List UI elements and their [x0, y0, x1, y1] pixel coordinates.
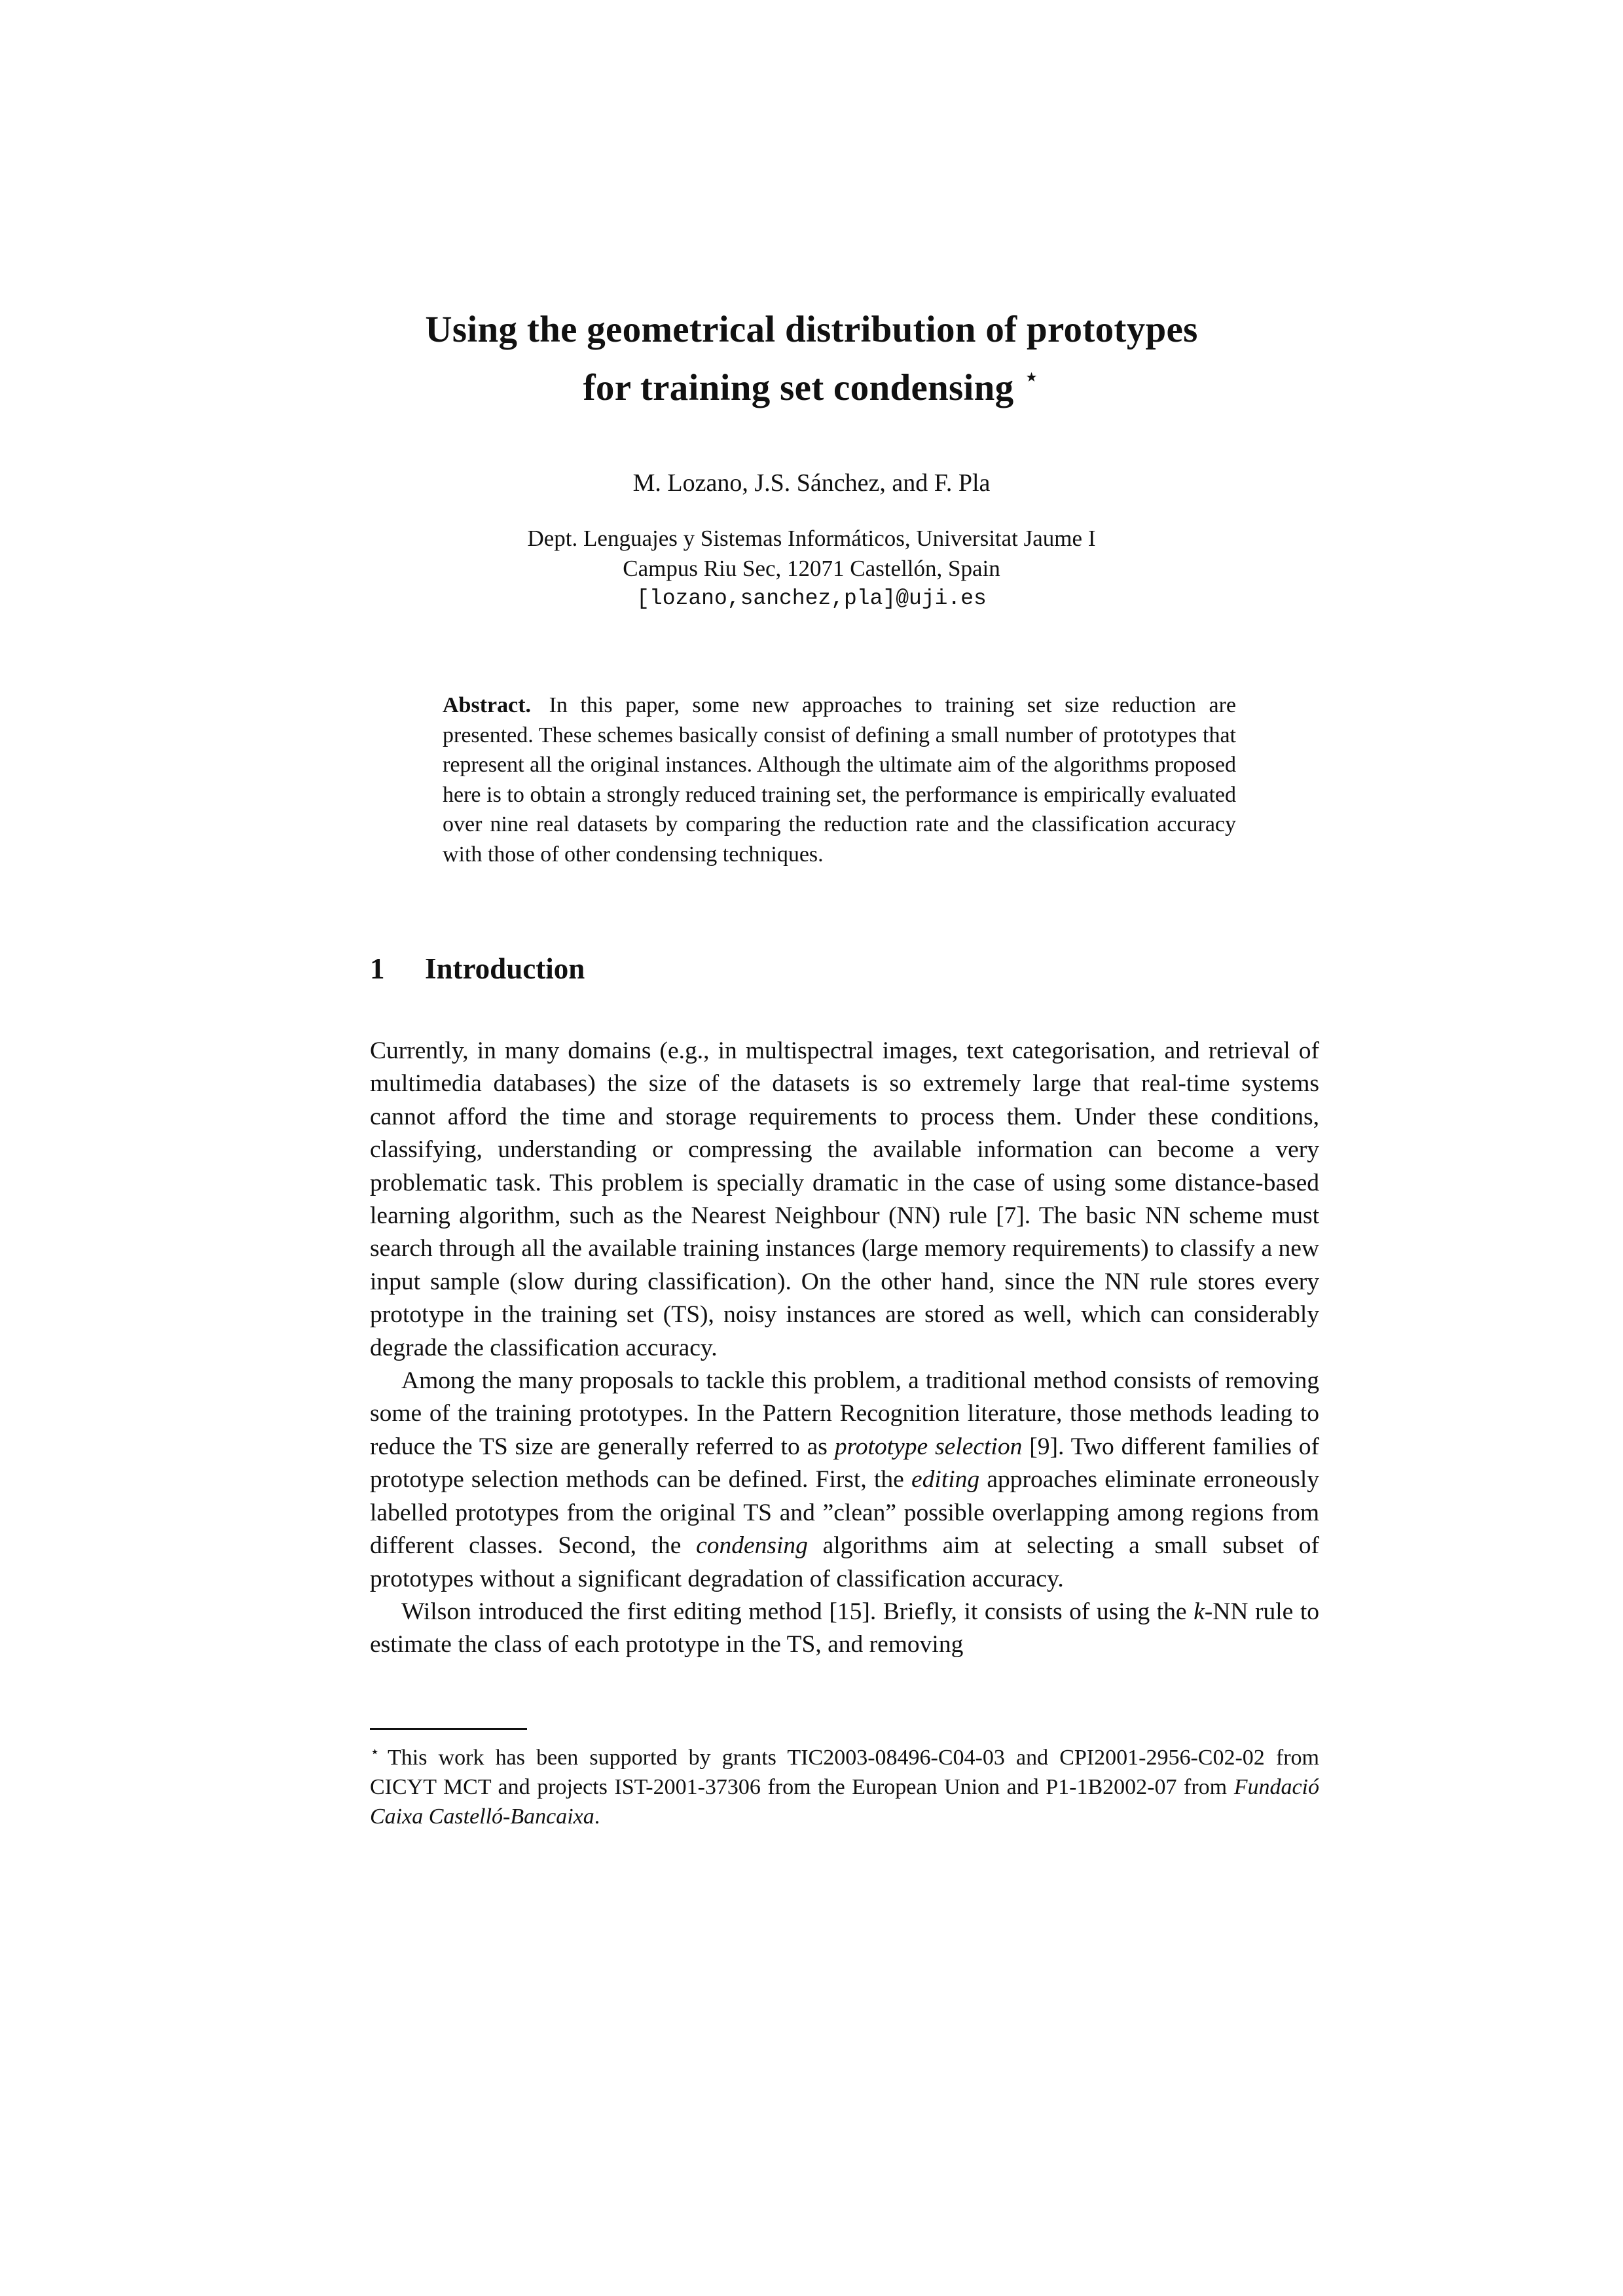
- paragraph-3-text-a: Wilson introduced the first editing method [15]. Briefly, it consists of using the: [401, 1598, 1194, 1625]
- paragraph-2-text-c: approaches eliminate erroneously labelled prototypes from the original TS and ”clean” possible overlapping among regions from different classes. Second, the: [370, 1466, 1320, 1560]
- paragraph-2-text-b: [9]. Two different families of prototype selection methods can be defined. First, the: [370, 1433, 1319, 1494]
- footnote-marker: ⋆: [370, 1744, 380, 1761]
- term-condensing: condensing: [696, 1532, 808, 1560]
- author-email[interactable]: [lozano,sanchez,pla]@uji.es: [636, 586, 987, 611]
- introduction-body: [370, 1035, 1319, 1662]
- term-editing: editing: [911, 1466, 980, 1494]
- title-footnote-marker[interactable]: ⋆: [1023, 362, 1040, 391]
- title-line-1: Using the geometrical distribution of prototypes: [425, 309, 1198, 350]
- author-list: M. Lozano, J.S. Sánchez, and F. Pla: [632, 469, 991, 497]
- paragraph-3-text-b: -NN rule to estimate the class of each prototype in the TS, and removing: [370, 1598, 1320, 1659]
- footnote-divider: [370, 1728, 527, 1730]
- term-prototype-selection: prototype selection: [834, 1433, 1023, 1460]
- footnote: [370, 1738, 1319, 1831]
- affiliation-department: Dept. Lenguajes y Sistemas Informáticos, Universitat Jaume I: [527, 526, 1096, 551]
- paper-title: [0, 306, 1623, 412]
- paragraph-1: Currently, in many domains (e.g., in multispectral images, text categorisation, and retrieval of multimedia databases) the size of the datasets is so extremely large that real-time systems cannot afford the time and storage requirements to process them. Under these conditions, classifying, understanding or compressing the available information can become a very problematic task. This problem is specially dramatic in the case of using some distance-based learning algorithm, such as the Nearest Neighbour (NN) rule [7]. The basic NN scheme must search through all the available training instances (large memory requirements) to classify a new input sample (slow during classification). On the other hand, since the NN rule stores every prototype in the training set (TS), noisy instances are stored as well, which can considerably degrade the classification accuracy.: [370, 1037, 1319, 1361]
- paragraph-2-text-d: algorithms aim at selecting a small subset of prototypes without a significant degradation of classification accuracy.: [370, 1532, 1319, 1592]
- section-number: 1: [370, 952, 385, 985]
- title-line-2: [0, 353, 1623, 412]
- paragraph-2-text-a: Among the many proposals to tackle this problem, a traditional method consists of removing some of the training prototypes. In the Pattern Recognition literature, those methods leading to reduce the TS size are generally referred to as: [370, 1367, 1319, 1460]
- paragraph-2: [370, 1365, 1319, 1596]
- section-heading-introduction: [370, 950, 585, 987]
- footnote-foundation: Fundació Caixa Castelló-Bancaixa: [370, 1775, 1319, 1829]
- title-line-2-text: for training set condensing: [583, 367, 1014, 408]
- affiliation: [0, 524, 1623, 614]
- affiliation-address: Campus Riu Sec, 12071 Castellón, Spain: [623, 556, 1000, 581]
- paragraph-3: [370, 1596, 1319, 1662]
- footnote-end: .: [594, 1804, 600, 1829]
- abstract-label: Abstract.: [443, 693, 532, 717]
- abstract-text: In this paper, some new approaches to training set size reduction are presented. These schemes basically consist of defining a small number of prototypes that represent all the original instances. Although the ultimate aim of the algorithms proposed here is to obtain a strongly reduced training set, the performance is empirically evaluated over nine real datasets by comparing the reduction rate and the classification accuracy with those of other condensing techniques.: [443, 693, 1236, 867]
- section-title: Introduction: [425, 952, 585, 985]
- footnote-text: This work has been supported by grants TIC2003-08496-C04-03 and CPI2001-2956-C02-02 from CICYT MCT and projects IST-2001-37306 from the European Union and P1-1B2002-07 from: [370, 1746, 1319, 1799]
- abstract: [443, 691, 1236, 869]
- math-k: k: [1194, 1598, 1205, 1625]
